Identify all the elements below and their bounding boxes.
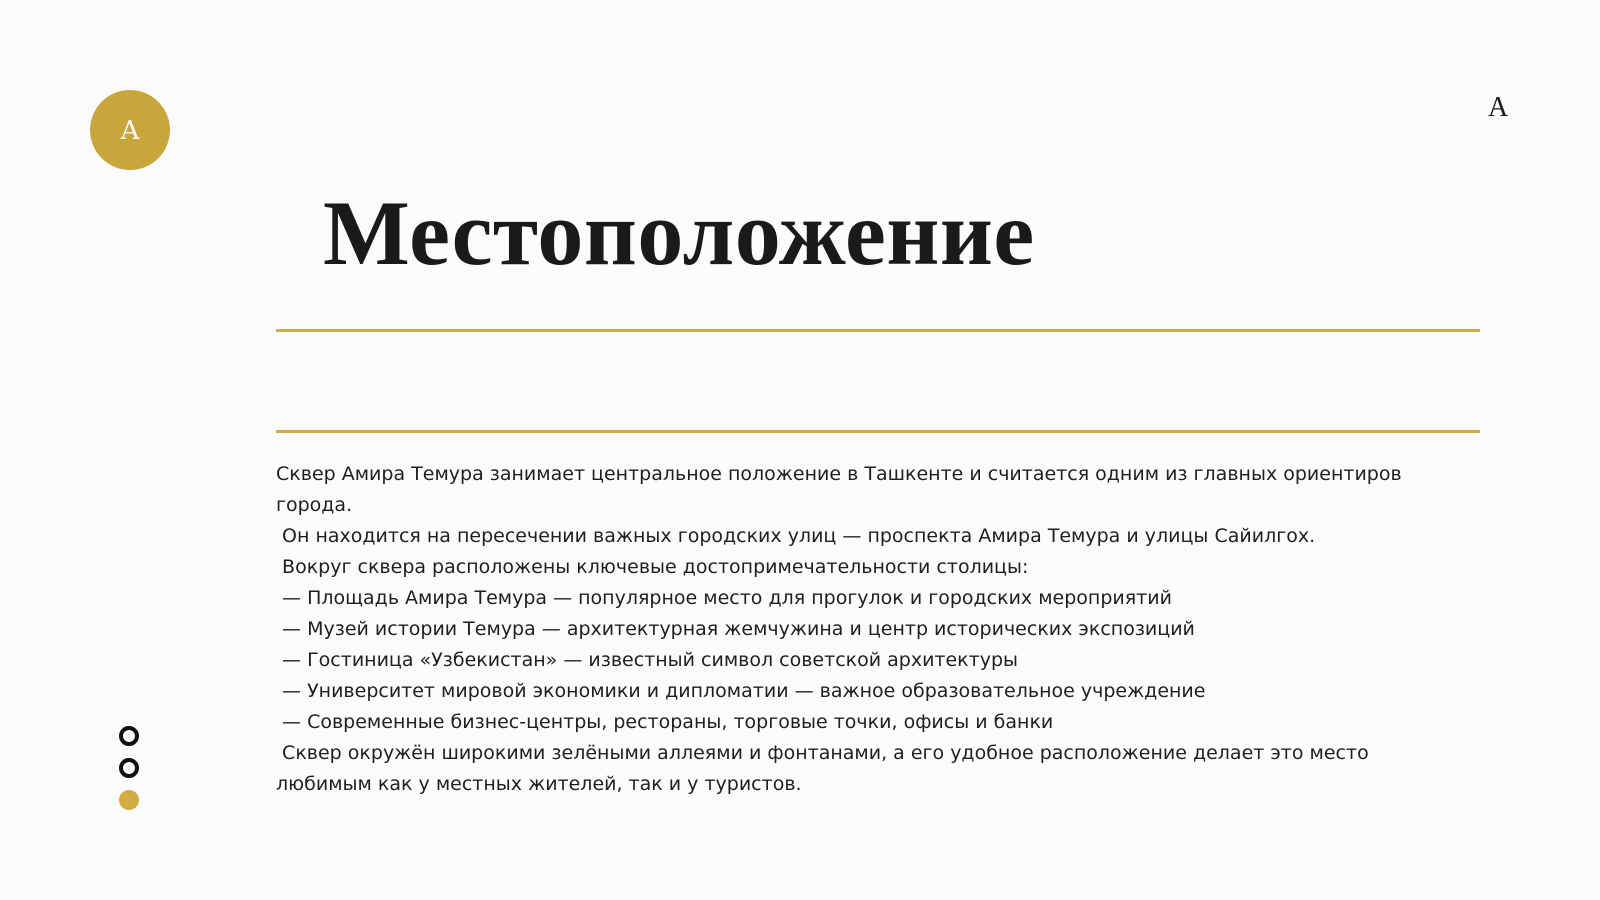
body-list-item-business: — Современные бизнес-центры, рестораны, торговые точки, офисы и банки (276, 711, 1054, 733)
body-paragraph-landmarks-intro: Вокруг сквера расположены ключевые достопримечательности столицы: (276, 556, 1029, 578)
logo-badge (90, 90, 170, 170)
title-divider-bottom (276, 430, 1480, 433)
body-paragraph-closing: Сквер окружён широкими зелёными аллеями и фонтанами, а его удобное расположение делает это место любимым как у местных жителей, так и у туристов. (276, 742, 1375, 795)
slide-dot-1[interactable] (119, 726, 139, 746)
body-paragraph-intro: Сквер Амира Темура занимает центральное положение в Ташкенте и считается одним из главных ориентиров города. (276, 463, 1408, 516)
slide-navigation (119, 726, 141, 822)
body-list-item-university: — Университет мировой экономики и дипломатии — важное образовательное учреждение (276, 680, 1206, 702)
body-paragraph-location: Он находится на пересечении важных городских улиц — проспекта Амира Темура и улицы Сайилгох. (276, 525, 1316, 547)
title-divider-top (276, 329, 1480, 332)
slide-title: Местоположение (323, 182, 1035, 284)
body-list-item-hotel: — Гостиница «Узбекистан» — известный символ советской архитектуры (276, 649, 1019, 671)
slide-dot-3-active[interactable] (119, 790, 139, 810)
body-list-item-museum: — Музей истории Темура — архитектурная жемчужина и центр исторических экспозиций (276, 618, 1195, 640)
slide-body (276, 459, 1456, 800)
body-list-item-square: — Площадь Амира Темура — популярное место для прогулок и городских мероприятий (276, 587, 1172, 609)
logo-letter: A (120, 116, 140, 146)
corner-mark: A (1488, 92, 1509, 123)
slide-dot-2[interactable] (119, 758, 139, 778)
